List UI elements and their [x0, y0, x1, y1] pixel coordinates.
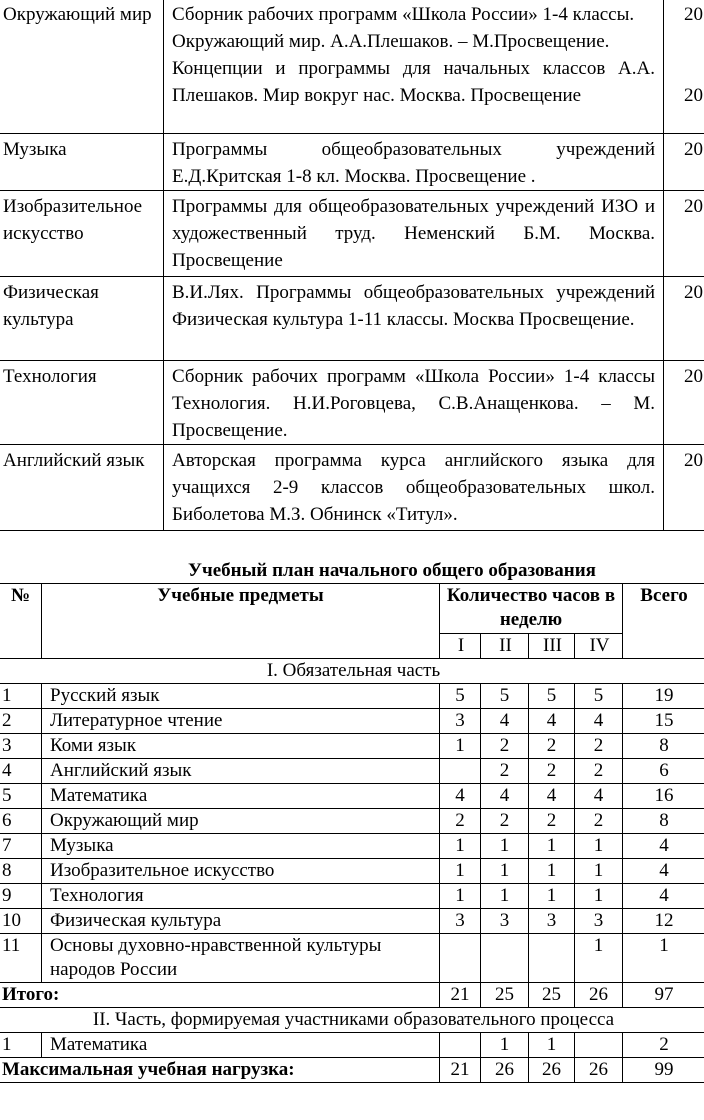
hours-cell: 26	[575, 983, 623, 1008]
total-cell: 97	[623, 983, 704, 1008]
hours-cell: 5	[529, 684, 575, 709]
hours-cell: 5	[440, 684, 481, 709]
hours-cell: 2	[529, 734, 575, 759]
curriculum-table	[0, 583, 704, 1083]
program-row	[0, 191, 704, 277]
hours-cell: 5	[575, 684, 623, 709]
hours-cell: 1	[575, 859, 623, 884]
section-title: I. Обязательная часть	[0, 659, 704, 684]
subject-name: Математика	[42, 784, 440, 809]
total-cell: 6	[623, 759, 704, 784]
table-row	[0, 709, 704, 734]
subject-name: Технология	[42, 884, 440, 909]
hours-cell: 1	[481, 1033, 529, 1058]
hours-cell: 4	[575, 784, 623, 809]
table-row	[0, 859, 704, 884]
hours-cell: 3	[575, 909, 623, 934]
program-description: Сборник рабочих программ «Школа России» 1-4 классы Технология. Н.И.Роговцева, С.В.Анащенкова. – М. Просвещение.	[164, 361, 664, 445]
hours-cell: 21	[440, 983, 481, 1008]
table-row	[0, 684, 704, 709]
hours-cell	[481, 934, 529, 983]
program-line: Окружающий мир. А.А.Плешаков. – М.Просвещение.	[172, 31, 610, 52]
program-year	[664, 0, 704, 134]
program-year: 20	[664, 361, 704, 445]
program-subject: Английский язык	[0, 445, 164, 531]
max-load-row	[0, 1058, 704, 1083]
hours-cell: 26	[529, 1058, 575, 1083]
hours-cell: 4	[529, 709, 575, 734]
total-cell: 4	[623, 884, 704, 909]
row-number: 8	[0, 859, 42, 884]
row-number: 11	[0, 934, 42, 983]
row-number: 10	[0, 909, 42, 934]
table-row	[0, 784, 704, 809]
table-row	[0, 834, 704, 859]
hours-cell	[440, 759, 481, 784]
table-row	[0, 734, 704, 759]
table-row	[0, 884, 704, 909]
grade-header: I	[440, 634, 481, 659]
grade-header: IV	[575, 634, 623, 659]
hours-cell: 2	[575, 759, 623, 784]
program-row	[0, 277, 704, 361]
hours-cell: 1	[440, 734, 481, 759]
program-subject: Физическая культура	[0, 277, 164, 361]
hours-cell: 26	[575, 1058, 623, 1083]
program-year: 20	[664, 277, 704, 361]
row-number: 2	[0, 709, 42, 734]
total-cell: 2	[623, 1033, 704, 1058]
hours-cell: 2	[481, 759, 529, 784]
program-subject: Технология	[0, 361, 164, 445]
subject-name: Основы духовно-нравственной культуры народов России	[42, 934, 440, 983]
hours-cell	[440, 1033, 481, 1058]
hours-cell: 26	[481, 1058, 529, 1083]
hours-cell: 1	[481, 834, 529, 859]
row-number: 1	[0, 1033, 42, 1058]
hours-cell: 1	[575, 834, 623, 859]
summary-label: Итого:	[0, 983, 440, 1008]
subject-name: Русский язык	[42, 684, 440, 709]
row-number: 1	[0, 684, 42, 709]
program-row	[0, 361, 704, 445]
hours-cell: 4	[575, 709, 623, 734]
hours-cell: 3	[481, 909, 529, 934]
row-number: 6	[0, 809, 42, 834]
subject-name: Литературное чтение	[42, 709, 440, 734]
total-cell: 4	[623, 859, 704, 884]
hours-cell: 1	[529, 884, 575, 909]
total-cell: 19	[623, 684, 704, 709]
table-row	[0, 934, 704, 983]
subject-name: Физическая культура	[42, 909, 440, 934]
table-row	[0, 759, 704, 784]
hours-cell: 3	[440, 909, 481, 934]
subject-name: Изобразительное искусство	[42, 859, 440, 884]
hours-cell: 1	[529, 859, 575, 884]
hours-cell: 2	[529, 809, 575, 834]
hours-cell: 2	[481, 734, 529, 759]
summary-label: Максимальная учебная нагрузка:	[0, 1058, 440, 1083]
subject-name: Музыка	[42, 834, 440, 859]
section-row	[0, 659, 704, 684]
program-row	[0, 0, 704, 134]
hours-cell: 25	[529, 983, 575, 1008]
hours-cell: 4	[440, 784, 481, 809]
hours-cell: 1	[529, 1033, 575, 1058]
row-number: 4	[0, 759, 42, 784]
program-year: 20	[664, 191, 704, 277]
hours-cell: 4	[529, 784, 575, 809]
total-cell: 8	[623, 809, 704, 834]
hours-cell: 4	[481, 784, 529, 809]
total-cell: 8	[623, 734, 704, 759]
program-description	[164, 0, 664, 134]
program-row	[0, 134, 704, 191]
hours-cell: 2	[575, 734, 623, 759]
header-subjects: Учебные предметы	[42, 584, 440, 659]
hours-cell: 1	[440, 884, 481, 909]
hours-cell: 1	[481, 884, 529, 909]
section-title: II. Часть, формируемая участниками образовательного процесса	[0, 1008, 704, 1033]
subject-name: Коми язык	[42, 734, 440, 759]
program-subject: Изобразительное искусство	[0, 191, 164, 277]
subject-name: Английский язык	[42, 759, 440, 784]
programs-table	[0, 0, 704, 531]
grade-header: II	[481, 634, 529, 659]
table-row	[0, 909, 704, 934]
year-value: 20	[684, 85, 703, 106]
hours-cell	[440, 934, 481, 983]
program-line: Сборник рабочих программ «Школа России» 1-4 классы.	[172, 4, 635, 25]
hours-cell: 3	[440, 709, 481, 734]
year-value: 20	[684, 4, 703, 25]
hours-cell	[575, 1033, 623, 1058]
program-line: Концепции и программы для начальных классов А.А. Плешаков. Мир вокруг нас. Москва. Просвещение	[172, 58, 655, 106]
header-total: Всего	[623, 584, 704, 659]
program-subject: Окружающий мир	[0, 0, 164, 134]
hours-cell: 1	[440, 834, 481, 859]
program-description: Авторская программа курса английского языка для учащихся 2-9 классов общеобразовательных школ. Биболетова М.З. Обнинск «Титул».	[164, 445, 664, 531]
program-year: 20	[664, 134, 704, 191]
hours-cell	[529, 934, 575, 983]
hours-cell: 2	[529, 759, 575, 784]
hours-cell: 21	[440, 1058, 481, 1083]
program-description: Программы общеобразовательных учреждений Е.Д.Критская 1-8 кл. Москва. Просвещение .	[164, 134, 664, 191]
hours-cell: 2	[481, 809, 529, 834]
total-cell: 16	[623, 784, 704, 809]
total-cell: 4	[623, 834, 704, 859]
total-cell: 99	[623, 1058, 704, 1083]
header-row	[0, 584, 704, 634]
hours-cell: 1	[575, 934, 623, 983]
program-subject: Музыка	[0, 134, 164, 191]
row-number: 5	[0, 784, 42, 809]
table-row	[0, 1033, 704, 1058]
hours-cell: 5	[481, 684, 529, 709]
hours-cell: 1	[481, 859, 529, 884]
hours-cell: 1	[529, 834, 575, 859]
hours-cell: 1	[440, 859, 481, 884]
plan-title: Учебный план начального общего образования	[188, 560, 596, 581]
table-row	[0, 809, 704, 834]
hours-cell: 1	[575, 884, 623, 909]
total-cell: 12	[623, 909, 704, 934]
hours-cell: 25	[481, 983, 529, 1008]
hours-cell: 3	[529, 909, 575, 934]
header-num: №	[0, 584, 42, 659]
header-hours: Количество часов в неделю	[440, 584, 623, 634]
row-number: 7	[0, 834, 42, 859]
hours-cell: 2	[440, 809, 481, 834]
total-cell: 1	[623, 934, 704, 983]
program-description: В.И.Лях. Программы общеобразовательных учреждений Физическая культура 1-11 классы. Москва Просвещение.	[164, 277, 664, 361]
program-year: 20	[664, 445, 704, 531]
subject-name: Окружающий мир	[42, 809, 440, 834]
row-number: 3	[0, 734, 42, 759]
total-cell: 15	[623, 709, 704, 734]
itogo-row	[0, 983, 704, 1008]
program-description: Программы для общеобразовательных учреждений ИЗО и художественный труд. Неменский Б.М. Москва. Просвещение	[164, 191, 664, 277]
subject-name: Математика	[42, 1033, 440, 1058]
hours-cell: 2	[575, 809, 623, 834]
program-row	[0, 445, 704, 531]
row-number: 9	[0, 884, 42, 909]
hours-cell: 4	[481, 709, 529, 734]
grade-header: III	[529, 634, 575, 659]
section-row	[0, 1008, 704, 1033]
